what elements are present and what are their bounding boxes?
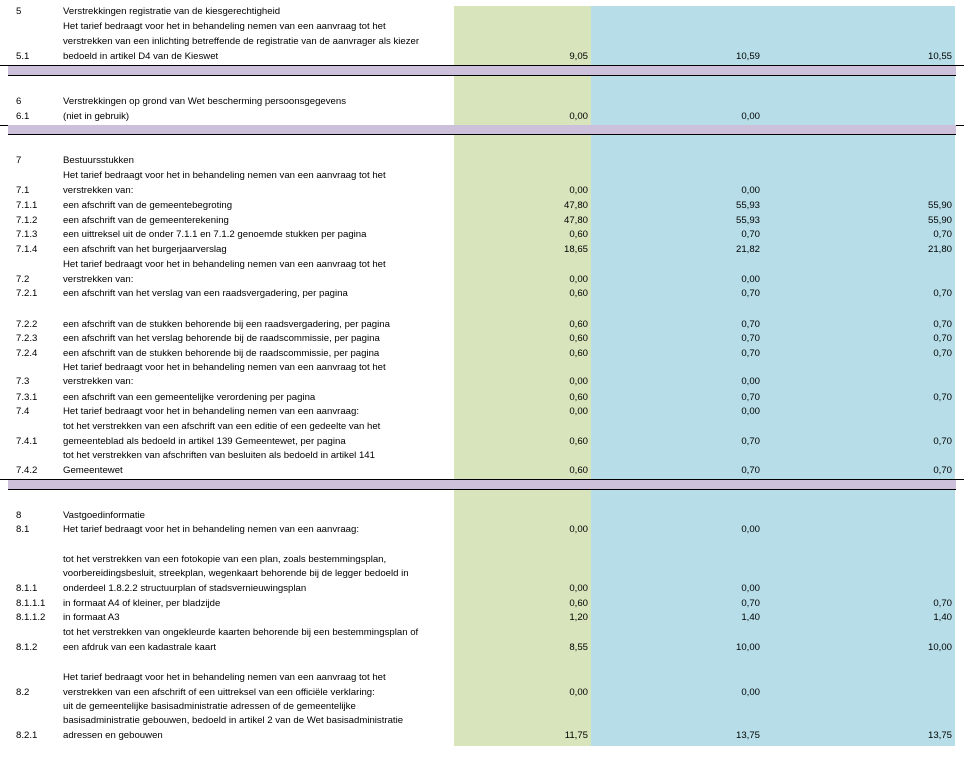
value-col-1: 0,00 bbox=[569, 687, 588, 698]
row-number: 7.2 bbox=[16, 274, 30, 285]
table-row bbox=[0, 332, 964, 347]
row-number: 7.2.4 bbox=[16, 348, 38, 359]
row-description: Het tarief bedraagt voor het in behandeling nemen van een aanvraag: bbox=[63, 406, 360, 417]
row-description: tot het verstrekken van een afschrift van een editie of een gedeelte van het bbox=[63, 421, 381, 432]
value-col-3: 0,70 bbox=[933, 465, 952, 476]
row-description: een afschrift van een gemeentelijke verordening per pagina bbox=[63, 392, 316, 403]
value-col-2: 0,00 bbox=[741, 524, 760, 535]
value-col-1: 18,65 bbox=[563, 244, 588, 255]
value-col-3: 0,70 bbox=[933, 229, 952, 240]
table-row bbox=[0, 641, 964, 656]
table-row bbox=[0, 184, 964, 199]
value-col-1: 0,00 bbox=[569, 406, 588, 417]
row-description: basisadministratie gebouwen, bedoeld in artikel 2 van de Wet basisadministratie bbox=[63, 715, 404, 726]
row-description: een uittreksel uit de onder 7.1.1 en 7.1.2 genoemde stukken per pagina bbox=[63, 229, 367, 240]
value-col-1: 0,00 bbox=[569, 376, 588, 387]
table-row bbox=[0, 228, 964, 243]
value-col-2: 0,00 bbox=[741, 111, 760, 122]
row-number: 8.2.1 bbox=[16, 730, 38, 741]
row-number: 8 bbox=[16, 510, 22, 521]
table-row bbox=[0, 199, 964, 214]
value-col-1: 0,60 bbox=[569, 319, 588, 330]
row-number: 6.1 bbox=[16, 111, 30, 122]
row-description: Het tarief bedraagt voor het in behandeling nemen van een aanvraag tot het bbox=[63, 21, 386, 32]
value-col-2: 0,70 bbox=[741, 436, 760, 447]
row-number: 7.2.3 bbox=[16, 333, 38, 344]
value-col-2: 0,70 bbox=[741, 598, 760, 609]
value-col-2: 1,40 bbox=[741, 612, 760, 623]
value-col-3: 0,70 bbox=[933, 288, 952, 299]
row-number: 7.2.1 bbox=[16, 288, 38, 299]
value-col-1: 1,20 bbox=[569, 612, 588, 623]
value-col-2: 10,59 bbox=[735, 51, 760, 62]
value-col-3: 10,55 bbox=[927, 51, 952, 62]
row-description: Het tarief bedraagt voor het in behandeling nemen van een aanvraag tot het bbox=[63, 259, 386, 270]
table-row bbox=[0, 464, 964, 480]
table-row bbox=[0, 582, 964, 597]
row-description: een afschrift van de stukken behorende bij de raadscommissie, per pagina bbox=[63, 348, 380, 359]
value-col-3: 0,70 bbox=[933, 598, 952, 609]
table-row bbox=[0, 361, 964, 376]
value-col-2: 0,70 bbox=[741, 333, 760, 344]
row-description: verstrekken van: bbox=[63, 274, 134, 285]
table-row bbox=[0, 287, 964, 302]
row-description: bedoeld in artikel D4 van de Kieswet bbox=[63, 51, 219, 62]
value-col-1: 0,00 bbox=[569, 583, 588, 594]
table-row bbox=[0, 509, 964, 524]
value-col-1: 0,60 bbox=[569, 348, 588, 359]
value-col-3: 55,90 bbox=[927, 215, 952, 226]
value-col-1: 11,75 bbox=[564, 730, 588, 741]
row-number: 7.1.4 bbox=[16, 244, 38, 255]
row-number: 7.1.2 bbox=[16, 215, 38, 226]
row-description: in formaat A3 bbox=[63, 612, 120, 623]
row-description: Verstrekkingen registratie van de kiesgerechtigheid bbox=[63, 6, 281, 17]
table-row bbox=[0, 318, 964, 333]
row-description: Het tarief bedraagt voor het in behandeling nemen van een aanvraag tot het bbox=[63, 170, 386, 181]
row-description: een afschrift van het verslag van een raadsvergadering, per pagina bbox=[63, 288, 348, 299]
value-col-2: 0,70 bbox=[741, 348, 760, 359]
table-row bbox=[0, 35, 964, 50]
table-row bbox=[0, 686, 964, 701]
value-col-1: 8,55 bbox=[569, 642, 588, 653]
value-col-2: 0,70 bbox=[741, 392, 760, 403]
row-description: Bestuursstukken bbox=[63, 155, 134, 166]
value-col-2: 21,82 bbox=[735, 244, 760, 255]
row-number: 7.1 bbox=[16, 185, 30, 196]
value-col-3: 0,70 bbox=[933, 392, 952, 403]
table-row bbox=[0, 567, 964, 582]
row-description: adressen en gebouwen bbox=[63, 730, 163, 741]
row-description: een afschrift van het verslag behorende bij de raadscommissie, per pagina bbox=[63, 333, 380, 344]
table-row bbox=[0, 553, 964, 568]
table-row bbox=[0, 435, 964, 450]
row-description: een afschrift van de gemeenterekening bbox=[63, 215, 229, 226]
row-number: 7.4 bbox=[16, 406, 30, 417]
table-row bbox=[0, 523, 964, 538]
value-col-3: 1,40 bbox=[933, 612, 952, 623]
row-description: een afschrift van de gemeentebegroting bbox=[63, 200, 233, 211]
value-col-2: 0,00 bbox=[741, 687, 760, 698]
value-col-2: 10,00 bbox=[735, 642, 760, 653]
table-row bbox=[0, 375, 964, 390]
table-row bbox=[0, 671, 964, 686]
row-description: een afdruk van een kadastrale kaart bbox=[63, 642, 217, 653]
row-description: tot het verstrekken van ongekleurde kaarten behorende bij een bestemmingsplan of bbox=[63, 627, 419, 638]
row-number: 5.1 bbox=[16, 51, 30, 62]
value-col-2: 13,75 bbox=[735, 730, 760, 741]
table-row bbox=[0, 110, 964, 126]
value-col-2: 0,00 bbox=[741, 406, 760, 417]
value-col-2: 0,00 bbox=[741, 583, 760, 594]
row-description: verstrekken van een afschrift of een uittreksel van een officiële verklaring: bbox=[63, 687, 375, 698]
value-col-2: 55,93 bbox=[735, 215, 760, 226]
row-number: 7 bbox=[16, 155, 22, 166]
value-col-3: 0,70 bbox=[933, 436, 952, 447]
row-number: 8.2 bbox=[16, 687, 30, 698]
row-description: Het tarief bedraagt voor het in behandeling nemen van een aanvraag: bbox=[63, 524, 360, 535]
value-col-1: 0,60 bbox=[569, 333, 588, 344]
table-row bbox=[0, 449, 964, 464]
row-description: tot het verstrekken van afschriften van besluiten als bedoeld in artikel 141 bbox=[63, 450, 375, 461]
section-separator bbox=[8, 66, 956, 76]
table-row bbox=[0, 214, 964, 229]
row-number: 7.1.1 bbox=[16, 200, 38, 211]
row-number: 8.1.2 bbox=[16, 642, 38, 653]
value-col-2: 0,70 bbox=[741, 319, 760, 330]
row-description: verstrekken van: bbox=[63, 185, 134, 196]
row-description: een afschrift van het burgerjaarverslag bbox=[63, 244, 227, 255]
value-col-3: 10,00 bbox=[927, 642, 952, 653]
table-row bbox=[0, 243, 964, 258]
table-row bbox=[0, 347, 964, 362]
value-col-2: 0,70 bbox=[741, 465, 760, 476]
value-col-2: 0,70 bbox=[741, 229, 760, 240]
row-description: Het tarief bedraagt voor het in behandeling nemen van een aanvraag tot het bbox=[63, 362, 386, 373]
value-col-1: 0,00 bbox=[569, 274, 588, 285]
value-col-3: 13,75 bbox=[927, 730, 952, 741]
value-col-1: 0,00 bbox=[569, 111, 588, 122]
table-row bbox=[0, 95, 964, 110]
value-col-2: 0,00 bbox=[741, 376, 760, 387]
value-col-1: 0,60 bbox=[569, 465, 588, 476]
row-description: (niet in gebruik) bbox=[63, 111, 130, 122]
value-col-3: 0,70 bbox=[933, 333, 952, 344]
row-number: 6 bbox=[16, 96, 22, 107]
value-col-3: 0,70 bbox=[933, 348, 952, 359]
value-col-3: 0,70 bbox=[933, 319, 952, 330]
row-number: 8.1.1 bbox=[16, 583, 38, 594]
table-row bbox=[0, 700, 964, 715]
value-col-2: 55,93 bbox=[735, 200, 760, 211]
section-separator bbox=[8, 480, 956, 490]
table-row bbox=[0, 405, 964, 420]
table-row bbox=[0, 169, 964, 184]
row-description: Gemeentewet bbox=[63, 465, 123, 476]
section-separator bbox=[8, 125, 956, 135]
row-number: 8.1.1.2 bbox=[16, 612, 46, 623]
value-col-1: 0,60 bbox=[569, 229, 588, 240]
row-description: verstrekken van: bbox=[63, 376, 134, 387]
row-number: 7.3.1 bbox=[16, 392, 38, 403]
row-description: Vastgoedinformatie bbox=[63, 510, 145, 521]
value-col-1: 0,60 bbox=[569, 436, 588, 447]
value-col-2: 0,70 bbox=[741, 288, 760, 299]
table-row bbox=[0, 597, 964, 612]
value-col-2: 0,00 bbox=[741, 185, 760, 196]
table-row bbox=[0, 50, 964, 66]
row-number: 7.4.2 bbox=[16, 465, 38, 476]
row-number: 8.1 bbox=[16, 524, 30, 535]
row-description: onderdeel 1.8.2.2 structuurplan of stadsvernieuwingsplan bbox=[63, 583, 307, 594]
table-row bbox=[0, 611, 964, 626]
row-description: uit de gemeentelijke basisadministratie adressen of de gemeentelijke bbox=[63, 701, 356, 712]
table-row bbox=[0, 5, 964, 20]
value-col-1: 0,00 bbox=[569, 185, 588, 196]
table-row bbox=[0, 714, 964, 729]
table-row bbox=[0, 420, 964, 435]
table-row bbox=[0, 273, 964, 288]
row-description: een afschrift van de stukken behorende bij een raadsvergadering, per pagina bbox=[63, 319, 390, 330]
row-description: gemeenteblad als bedoeld in artikel 139 Gemeentewet, per pagina bbox=[63, 436, 346, 447]
value-col-1: 0,60 bbox=[569, 288, 588, 299]
row-description: Het tarief bedraagt voor het in behandeling nemen van een aanvraag tot het bbox=[63, 672, 386, 683]
value-col-1: 0,60 bbox=[569, 392, 588, 403]
value-col-2: 0,00 bbox=[741, 274, 760, 285]
row-number: 7.4.1 bbox=[16, 436, 38, 447]
value-col-1: 0,60 bbox=[569, 598, 588, 609]
table-row bbox=[0, 258, 964, 273]
table-row bbox=[0, 626, 964, 641]
value-col-1: 0,00 bbox=[569, 524, 588, 535]
table-row bbox=[0, 20, 964, 35]
table-row bbox=[0, 729, 964, 744]
row-number: 7.3 bbox=[16, 376, 30, 387]
row-description: verstrekken van een inlichting betreffende de registratie van de aanvrager als kiezer bbox=[63, 36, 420, 47]
value-col-1: 9,05 bbox=[569, 51, 588, 62]
row-number: 5 bbox=[16, 6, 22, 17]
value-col-1: 47,80 bbox=[563, 200, 588, 211]
row-description: voorbereidingsbesluit, streekplan, wegenkaart behorende bij de legger bedoeld in bbox=[63, 568, 409, 579]
value-col-3: 55,90 bbox=[927, 200, 952, 211]
table-row bbox=[0, 391, 964, 406]
row-description: in formaat A4 of kleiner, per bladzijde bbox=[63, 598, 221, 609]
value-col-3: 21,80 bbox=[927, 244, 952, 255]
row-number: 8.1.1.1 bbox=[16, 598, 46, 609]
row-description: tot het verstrekken van een fotokopie van een plan, zoals bestemmingsplan, bbox=[63, 554, 387, 565]
row-number: 7.1.3 bbox=[16, 229, 38, 240]
value-col-1: 47,80 bbox=[563, 215, 588, 226]
table-row bbox=[0, 154, 964, 169]
row-number: 7.2.2 bbox=[16, 319, 38, 330]
row-description: Verstrekkingen op grond van Wet bescherming persoonsgegevens bbox=[63, 96, 347, 107]
